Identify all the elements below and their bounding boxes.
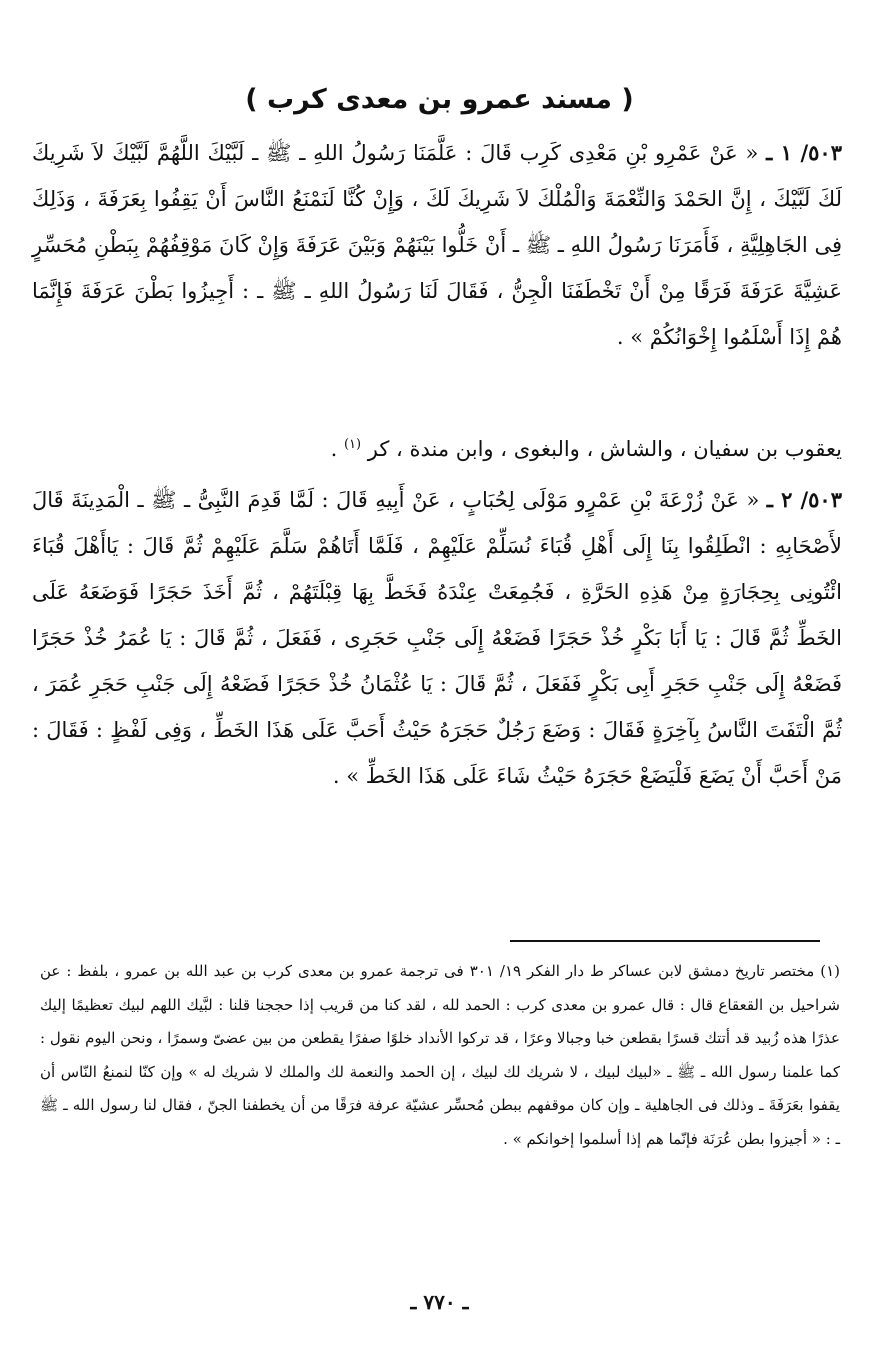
- source-end: .: [330, 437, 338, 461]
- footnote: (١) مختصر تاريخ دمشق لابن عساكر ط دار الفكر ١٩/ ٣٠١ فى ترجمة عمرو بن معدى كرب بن عبد الله بن عمرو ، بلفظ : عن شراحيل بن القعقاع قال : قال عمرو بن معدى كرب : الحمد لله ، لقد كنا من قريب إذا حججنا قلنا : لبَّيك اللهم لبيك تعظيمًا إليك عذرًا هذه زُبيد قد أتتك قسرًا بقطعن خبا وجبالا وعرًا ، قد تركوا الأنداد خلوًا صفرًا يقطعن من بين عضىّ وسمرًا ، ونحن اليوم نقول : كما علمنا رسول الله ـ ﷺ ـ «لبيك لبيك ، لا شريك لك لبيك ، إن الحمد والنعمة لك والملك لا شريك له » وإن كنّا لنمنعُ النّاس أن يقفوا بعَرَفَةَ ـ وذلك فى الجاهلية ـ وإن كان موقفهم ببطن مُحسِّر عشيّة عرفة فرَقًا من أن يخطفنا الجنّ ، فقال لنا رسول الله ـ ﷺ ـ : « أجيزوا بطن عُرَنَة فإنّما هم إذا أسلموا إخوانكم » .: [40, 962, 841, 1148]
- source-text: يعقوب بن سفيان ، والشاش ، والبغوى ، وابن مندة ، كر: [367, 437, 842, 461]
- hadith-number: ٥٠٣/ ٢ ـ: [766, 487, 842, 512]
- hadith-text: « عَنْ زُرْعَةَ بْنِ عَمْرٍو مَوْلَى لِحُبَابٍ ، عَنْ أَبِيهِ قَالَ : لَمَّا قَدِمَ النَّبِىُّ ـ ﷺ ـ الْمَدِينَةَ قَالَ لأَصْحَابِهِ : انْطَلِقُوا بِنَا إِلَى أَهْلِ قُبَاءَ نُسَلِّمْ عَلَيْهِمْ ، فَلَمَّا أَتَاهُمْ سَلَّمَ عَلَيْهِمْ ثُمَّ قَالَ : يَاأَهْلَ قُبَاءَ ائْتُونِى بِحِجَارَةٍ مِنْ هَذِهِ الحَرَّةِ ، فَجُمِعَتْ عِنْدَهُ فَخَطَّ بِهَا قِبْلَتَهُمْ ، ثُمَّ أَخَذَ حَجَرًا فَوَضَعَهُ عَلَى الخَطِّ ثُمَّ قَالَ : يَا أَبَا بَكْرٍ خُذْ حَجَرًا فَضَعْهُ إِلَى جَنْبِ حَجَرِى ، فَفَعَلَ ، ثُمَّ قَالَ : يَا عُمَرُ خُذْ حَجَرًا فَضَعْهُ إِلَى جَنْبِ حَجَرِ أَبِى بَكْرٍ فَفَعَلَ ، ثُمَّ قَالَ : يَا عُثْمَانُ خُذْ حَجَرًا فَضَعْهُ إِلَى جَنْبِ حَجَرِ عُمَرَ ، ثُمَّ الْتَفَتَ النَّاسُ بِآخِرَةٍ فَقَالَ : وَضَعَ رَجُلٌ حَجَرَهُ حَيْثُ أَحَبَّ عَلَى هَذَا الخَطِّ ، وَفِى لَفْظٍ : فَقَالَ : مَنْ أَحَبَّ أَنْ يَضَعَ فَلْيَضَعْ حَجَرَهُ حَيْثُ شَاءَ عَلَى هَذَا الخَطِّ » .: [32, 488, 842, 788]
- page-number: ـ ٧٧٠ ـ: [410, 1290, 469, 1314]
- hadith-number: ٥٠٣/ ١ ـ: [766, 140, 842, 165]
- section-heading: ( مسند عمرو بن معدى كرب ): [245, 84, 634, 115]
- source-citation: [32, 425, 842, 469]
- footnote-reference: (١): [343, 437, 362, 452]
- hadith-text: « عَنْ عَمْرِو بْنِ مَعْدِى كَرِب قَالَ : عَلَّمَنَا رَسُولُ اللهِ ـ ﷺ ـ لَبَّيْكَ اللَّهُمَّ لَبَّيْكَ لاَ شَرِيكَ لَكَ لَبَّيْكَ ، إِنَّ الحَمْدَ وَالنِّعْمَةَ وَالْمُلْكَ لاَ شَرِيكَ لَكَ ، وَإِنْ كُنَّا لَنَمْنَعُ النَّاسَ أَنْ يَقِفُوا بِعَرَفَةَ ، وَذَلِكَ فِى الجَاهِلِيَّةِ ، فَأَمَرَنَا رَسُولُ اللهِ ـ ﷺ ـ أَنْ خَلُّوا بَيْنَهُمْ وَبَيْنَ عَرَفَةَ وَإِنْ كَانَ مَوْقِفُهُمْ بِبَطْنِ مُحَسِّرٍ عَشِيَّةَ عَرَفَةَ فَرَقًا مِنْ أَنْ تَخْطَفَنَا الْجِنُّ ، فَقَالَ لَنَا رَسُولُ اللهِ ـ ﷺ ـ : أَجِيزُوا بَطْنَ عَرَفَةَ فَإِنَّمَا هُمْ إِذَا أَسْلَمُوا إِخْوَانُكُمْ » .: [32, 141, 842, 349]
- footnote-divider: [510, 940, 820, 942]
- hadith-503-1: [32, 130, 842, 360]
- hadith-503-2: [32, 477, 842, 799]
